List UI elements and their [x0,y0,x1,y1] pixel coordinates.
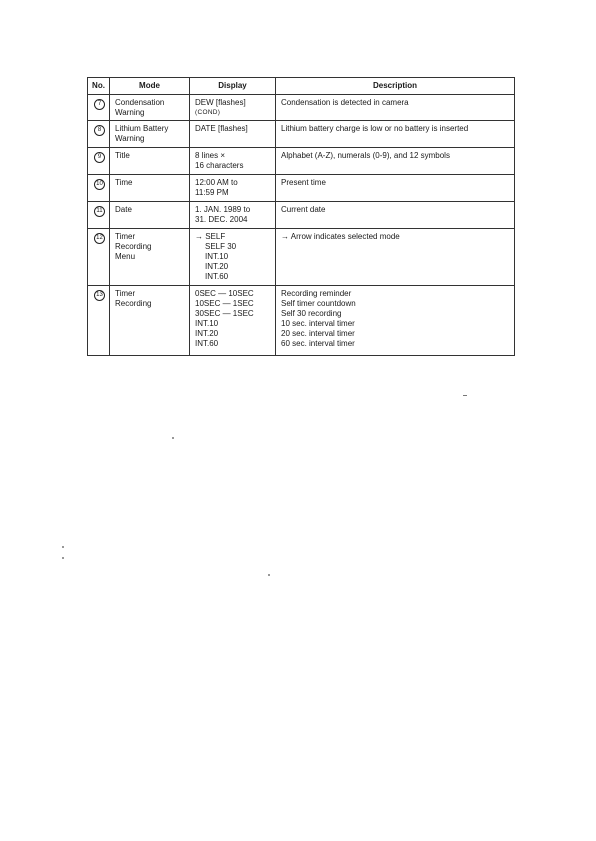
mode-text: Lithium Battery [115,124,169,133]
display-cell [190,175,276,202]
display-cell [190,95,276,121]
scan-speck [172,437,174,439]
description-text: Current date [281,205,326,214]
description-cell [276,286,515,356]
row-number [88,229,110,286]
description-text: 20 sec. interval timer [281,329,355,338]
mode-text: Time [115,178,133,187]
circled-number: 11 [94,206,105,217]
mode-cell [110,121,190,148]
table-row [88,202,515,229]
display-text: DEW [flashes] [195,98,246,107]
display-text: 10SEC — 1SEC [195,299,254,308]
scan-speck [62,557,64,559]
mode-text: Condensation [115,98,165,107]
display-text: 8 lines × [195,151,226,160]
display-cell [190,229,276,286]
display-text: 1. JAN. 1989 to [195,205,251,214]
description-text: Recording reminder [281,289,352,298]
mode-text: Timer [115,232,136,241]
mode-cell [110,148,190,175]
description-cell [276,229,515,286]
mode-text: Warning [115,134,145,143]
description-cell [276,202,515,229]
header-mode: Mode [110,78,190,95]
header-description: Description [276,78,515,95]
table-row [88,229,515,286]
row-number [88,121,110,148]
table-header-row [88,78,515,95]
description-text: Self timer countdown [281,299,356,308]
mode-cell [110,229,190,286]
row-number [88,148,110,175]
display-cell [190,202,276,229]
mode-cell [110,202,190,229]
description-cell [276,95,515,121]
description-cell [276,121,515,148]
display-text: INT.10 [205,252,229,261]
display-text: INT.10 [195,319,219,328]
description-cell [276,175,515,202]
mode-text: Menu [115,252,136,261]
display-text: (COND) [195,109,221,116]
mode-text: Title [115,151,130,160]
circled-number: 12 [94,233,105,244]
description-text: Self 30 recording [281,309,342,318]
display-text: SELF 30 [205,242,237,251]
display-text: 12:00 AM to [195,178,238,187]
table-row [88,121,515,148]
description-text: 10 sec. interval timer [281,319,355,328]
circled-number: 7 [94,99,105,110]
circled-number: 9 [94,152,105,163]
description-text: 60 sec. interval timer [281,339,355,348]
mode-text: Timer [115,289,136,298]
display-text: INT.20 [195,329,219,338]
mode-text: Recording [115,242,152,251]
description-text: Lithium battery charge is low or no battery is inserted [281,124,469,133]
mode-text: Warning [115,108,145,117]
display-text: → SELF [195,232,226,241]
table-row [88,175,515,202]
row-number [88,286,110,356]
mode-cell [110,95,190,121]
circled-number: 13 [94,290,105,301]
display-text: 11:59 PM [195,188,229,197]
header-display: Display [190,78,276,95]
mode-text: Date [115,205,132,214]
description-text: Alphabet (A-Z), numerals (0-9), and 12 symbols [281,151,450,160]
description-text: Present time [281,178,326,187]
display-text: 31. DEC. 2004 [195,215,248,224]
display-cell [190,121,276,148]
description-text: Condensation is detected in camera [281,98,409,107]
display-text: INT.60 [205,272,229,281]
circled-number: 8 [94,125,105,136]
display-cell [190,148,276,175]
row-number [88,95,110,121]
display-text: 16 characters [195,161,244,170]
mode-cell [110,286,190,356]
row-number [88,202,110,229]
display-mode-table [87,77,515,356]
table-row [88,95,515,121]
scan-speck [268,574,270,576]
scan-speck [463,395,467,396]
display-cell [190,286,276,356]
display-text: DATE [flashes] [195,124,248,133]
mode-cell [110,175,190,202]
description-text: → Arrow indicates selected mode [281,232,400,241]
table-row [88,286,515,356]
row-number [88,175,110,202]
description-cell [276,148,515,175]
display-text: INT.60 [195,339,219,348]
display-text: 30SEC — 1SEC [195,309,254,318]
mode-text: Recording [115,299,152,308]
scan-speck [62,546,64,548]
circled-number: 10 [94,179,105,190]
display-text: INT.20 [205,262,229,271]
display-text: 0SEC — 10SEC [195,289,254,298]
table-row [88,148,515,175]
header-no: No. [88,78,110,95]
